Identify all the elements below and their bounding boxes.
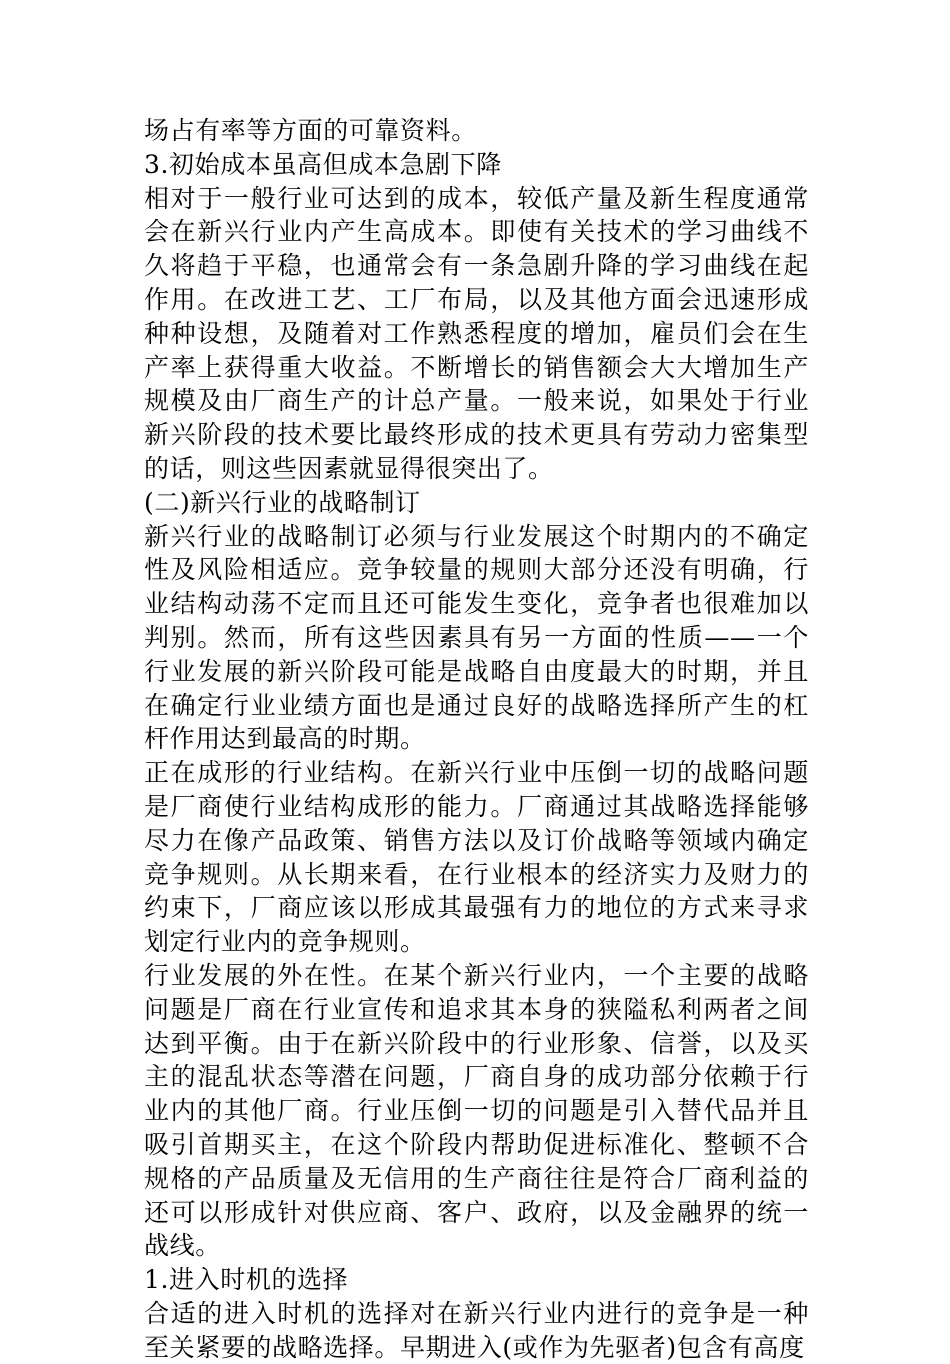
heading-initial-cost: 3.初始成本虽高但成本急剧下降 [144, 149, 502, 179]
paragraph-entry-timing: 合适的进入时机的选择对在新兴行业内进行的竞争是一种至关紧要的战略选择。早期进入(或作为先驱者)包含有高度 [144, 1298, 809, 1362]
heading-strategy-formulation: (二)新兴行业的战略制订 [144, 487, 421, 517]
paragraph-externalities: 行业发展的外在性。在某个新兴行业内，一个主要的战略问题是厂商在行业宣传和追求其本身的狭隘私利两者之间达到平衡。由于在新兴阶段中的行业形象、信誉，以及买主的混乱状态等潜在问题，厂商自身的成功部分依赖于行业内的其他厂商。行业压倒一切的问题是引入替代品并且吸引首期买主，在这个阶段内帮助促进标准化、整顿不合规格的产品质量及无信用的生产商往往是符合厂商利益的还可以形成针对供应商、客户、政府，以及金融界的统一战线。 [144, 960, 809, 1261]
document-body [144, 114, 809, 1364]
paragraph-cost-learning-curve: 相对于一般行业可达到的成本，较低产量及新生程度通常会在新兴行业内产生高成本。即使有关技术的学习曲线不久将趋于平稳，也通常会有一条急剧升降的学习曲线在起作用。在改进工艺、工厂布局，以及其他方面会迅速形成种种设想，及随着对工作熟悉程度的增加，雇员们会在生产率上获得重大收益。不断增长的销售额会大大增加生产规模及由厂商生产的计总产量。一般来说，如果处于行业新兴阶段的技术要比最终形成的技术更具有劳动力密集型的话，则这些因素就显得很突出了。 [144, 183, 809, 483]
paragraph-market-share-tail: 场占有率等方面的可靠资料。 [144, 116, 477, 145]
heading-entry-timing: 1.进入时机的选择 [144, 1265, 349, 1295]
paragraph-industry-structure: 正在成形的行业结构。在新兴行业中压倒一切的战略问题是厂商使行业结构成形的能力。厂商通过其战略选择能够尽力在像产品政策、销售方法以及订价战略等领域内确定竞争规则。从长期来看，在行业根本的经济实力及财力的约束下，厂商应该以形成其最强有力的地位的方式来寻求划定行业内的竞争规则。 [144, 758, 809, 957]
paragraph-uncertainty-risk: 新兴行业的战略制订必须与行业发展这个时期内的不确定性及风险相适应。竞争较量的规则大部分还没有明确，行业结构动荡不定而且还可能发生变化，竞争者也很难加以判别。然而，所有这些因素具有另一方面的性质——一个行业发展的新兴阶段可能是战略自由度最大的时期，并且在确定行业业绩方面也是通过良好的战略选择所产生的杠杆作用达到最高的时期。 [144, 521, 809, 754]
